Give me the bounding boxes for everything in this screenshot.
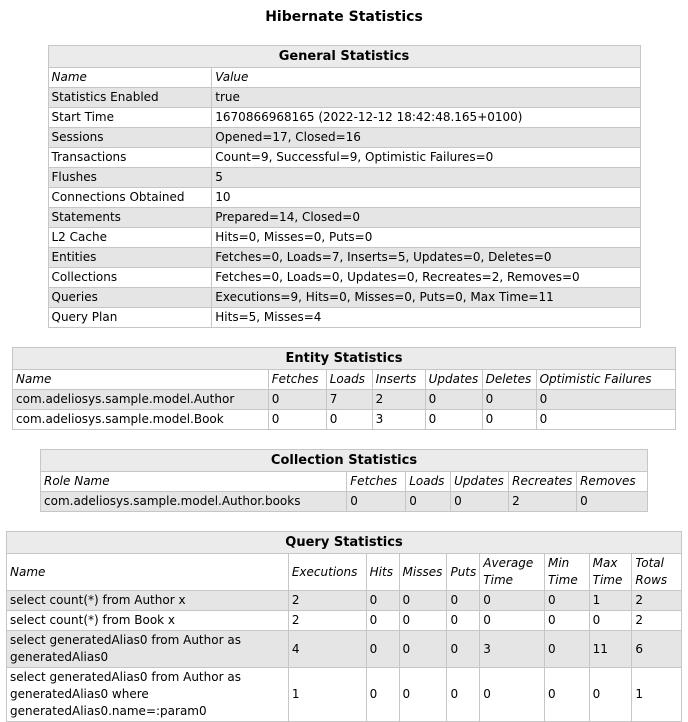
stat-value-cell: Executions=9, Hits=0, Misses=0, Puts=0, Max Time=11 [212,288,640,308]
table-row [7,668,682,722]
query-col-max-time: Max Time [589,554,632,591]
stat-cell: 0 [406,492,451,512]
query-statistics-caption: Query Statistics [7,532,682,554]
stat-cell: 3 [480,631,545,668]
stat-cell: 0 [399,591,447,611]
stat-cell: 0 [399,611,447,631]
table-row [13,390,676,410]
table-row [48,208,640,228]
collection-statistics-caption: Collection Statistics [41,450,648,472]
stat-cell: 0 [326,410,372,430]
stat-cell: 0 [447,611,480,631]
query-name-cell: select generatedAlias0 from Author as generatedAlias0 where generatedAlias0.name=:param0 [7,668,289,722]
table-row [7,611,682,631]
stat-cell: 0 [366,668,399,722]
stat-cell: 0 [536,410,675,430]
stat-cell: 0 [268,390,326,410]
stat-value-cell: Hits=0, Misses=0, Puts=0 [212,228,640,248]
entity-col-loads: Loads [326,370,372,390]
entity-col-updates: Updates [425,370,482,390]
table-row [48,128,640,148]
header-row [48,68,640,88]
stat-cell: 2 [509,492,577,512]
table-row [48,108,640,128]
stat-value-cell: 5 [212,168,640,188]
page-title: Hibernate Statistics [265,9,423,25]
header-row [41,472,648,492]
entity-statistics-caption: Entity Statistics [13,348,676,370]
stat-name-cell: Statements [48,208,212,228]
table-row [7,591,682,611]
stat-name-cell: Query Plan [48,308,212,328]
query-statistics-table [6,531,682,722]
stat-cell: 0 [480,668,545,722]
table-row [48,88,640,108]
table-row [41,492,648,512]
stat-cell: 0 [399,668,447,722]
stat-cell: 2 [288,611,366,631]
stat-value-cell: Prepared=14, Closed=0 [212,208,640,228]
stat-cell: 0 [347,492,406,512]
caption-row [7,532,682,554]
header-row [13,370,676,390]
stat-cell: 0 [480,591,545,611]
general-statistics-table [48,45,641,328]
stat-cell: 0 [482,410,536,430]
stat-name-cell: Sessions [48,128,212,148]
general-col-name: Name [48,68,212,88]
stat-cell: 0 [544,611,589,631]
table-row [48,228,640,248]
entity-col-fetches: Fetches [268,370,326,390]
hibernate-statistics-page [0,8,688,722]
query-col-name: Name [7,554,289,591]
query-name-cell: select count(*) from Book x [7,611,289,631]
stat-cell: 0 [268,410,326,430]
stat-cell: 0 [399,631,447,668]
stat-cell: 0 [447,631,480,668]
stat-cell: 0 [536,390,675,410]
caption-row [48,46,640,68]
stat-cell: 0 [366,591,399,611]
table-row [48,188,640,208]
stat-cell: 6 [632,631,682,668]
collection-col-fetches: Fetches [347,472,406,492]
entity-col-optimistic-failures: Optimistic Failures [536,370,675,390]
general-statistics-caption: General Statistics [48,46,640,68]
stat-cell: 0 [482,390,536,410]
stat-value-cell: true [212,88,640,108]
stat-cell: 2 [632,591,682,611]
collection-col-removes: Removes [577,472,648,492]
caption-row [41,450,648,472]
stat-cell: 1 [632,668,682,722]
stat-name-cell: Transactions [48,148,212,168]
entity-col-deletes: Deletes [482,370,536,390]
stat-cell: 0 [544,631,589,668]
stat-cell: 2 [372,390,425,410]
stat-cell: 7 [326,390,372,410]
query-col-min-time: Min Time [544,554,589,591]
stat-cell: 11 [589,631,632,668]
table-row [7,631,682,668]
stat-name-cell: Connections Obtained [48,188,212,208]
stat-cell: 0 [544,668,589,722]
stat-cell: 0 [577,492,648,512]
stat-cell: 2 [288,591,366,611]
table-row [48,308,640,328]
query-name-cell: select count(*) from Author x [7,591,289,611]
collection-role-name-cell: com.adeliosys.sample.model.Author.books [41,492,347,512]
stat-name-cell: Flushes [48,168,212,188]
collection-statistics-table [40,449,648,512]
collection-col-updates: Updates [451,472,509,492]
query-name-cell: select generatedAlias0 from Author as generatedAlias0 [7,631,289,668]
query-col-misses: Misses [399,554,447,591]
stat-cell: 0 [451,492,509,512]
query-col-hits: Hits [366,554,399,591]
stat-name-cell: Statistics Enabled [48,88,212,108]
stat-cell: 0 [425,390,482,410]
stat-cell: 4 [288,631,366,668]
entity-col-name: Name [13,370,269,390]
query-col-total-rows: Total Rows [632,554,682,591]
stat-cell: 0 [366,631,399,668]
query-col-puts: Puts [447,554,480,591]
general-col-value: Value [212,68,640,88]
stat-value-cell: Fetches=0, Loads=0, Updates=0, Recreates=2, Removes=0 [212,268,640,288]
entity-col-inserts: Inserts [372,370,425,390]
stat-name-cell: Start Time [48,108,212,128]
table-row [48,148,640,168]
table-row [48,248,640,268]
stat-cell: 0 [447,668,480,722]
table-row [13,410,676,430]
stat-value-cell: 1670866968165 (2022-12-12 18:42:48.165+0100) [212,108,640,128]
stat-cell: 0 [589,611,632,631]
stat-name-cell: Entities [48,248,212,268]
header-row [7,554,682,591]
stat-cell: 3 [372,410,425,430]
stat-value-cell: Opened=17, Closed=16 [212,128,640,148]
stat-cell: 0 [480,611,545,631]
stat-value-cell: Count=9, Successful=9, Optimistic Failures=0 [212,148,640,168]
stat-cell: 0 [425,410,482,430]
query-col-average-time: Average Time [480,554,545,591]
stat-name-cell: Queries [48,288,212,308]
caption-row [13,348,676,370]
stat-cell: 0 [544,591,589,611]
stat-cell: 0 [589,668,632,722]
entity-statistics-table [12,347,676,430]
entity-name-cell: com.adeliosys.sample.model.Book [13,410,269,430]
stat-value-cell: 10 [212,188,640,208]
table-row [48,168,640,188]
stat-cell: 0 [447,591,480,611]
stat-cell: 1 [288,668,366,722]
stat-name-cell: Collections [48,268,212,288]
query-col-executions: Executions [288,554,366,591]
stat-cell: 2 [632,611,682,631]
collection-col-recreates: Recreates [509,472,577,492]
stat-name-cell: L2 Cache [48,228,212,248]
collection-col-role-name: Role Name [41,472,347,492]
stat-value-cell: Hits=5, Misses=4 [212,308,640,328]
stat-cell: 0 [366,611,399,631]
stat-cell: 1 [589,591,632,611]
stat-value-cell: Fetches=0, Loads=7, Inserts=5, Updates=0, Deletes=0 [212,248,640,268]
table-row [48,268,640,288]
table-row [48,288,640,308]
collection-col-loads: Loads [406,472,451,492]
entity-name-cell: com.adeliosys.sample.model.Author [13,390,269,410]
